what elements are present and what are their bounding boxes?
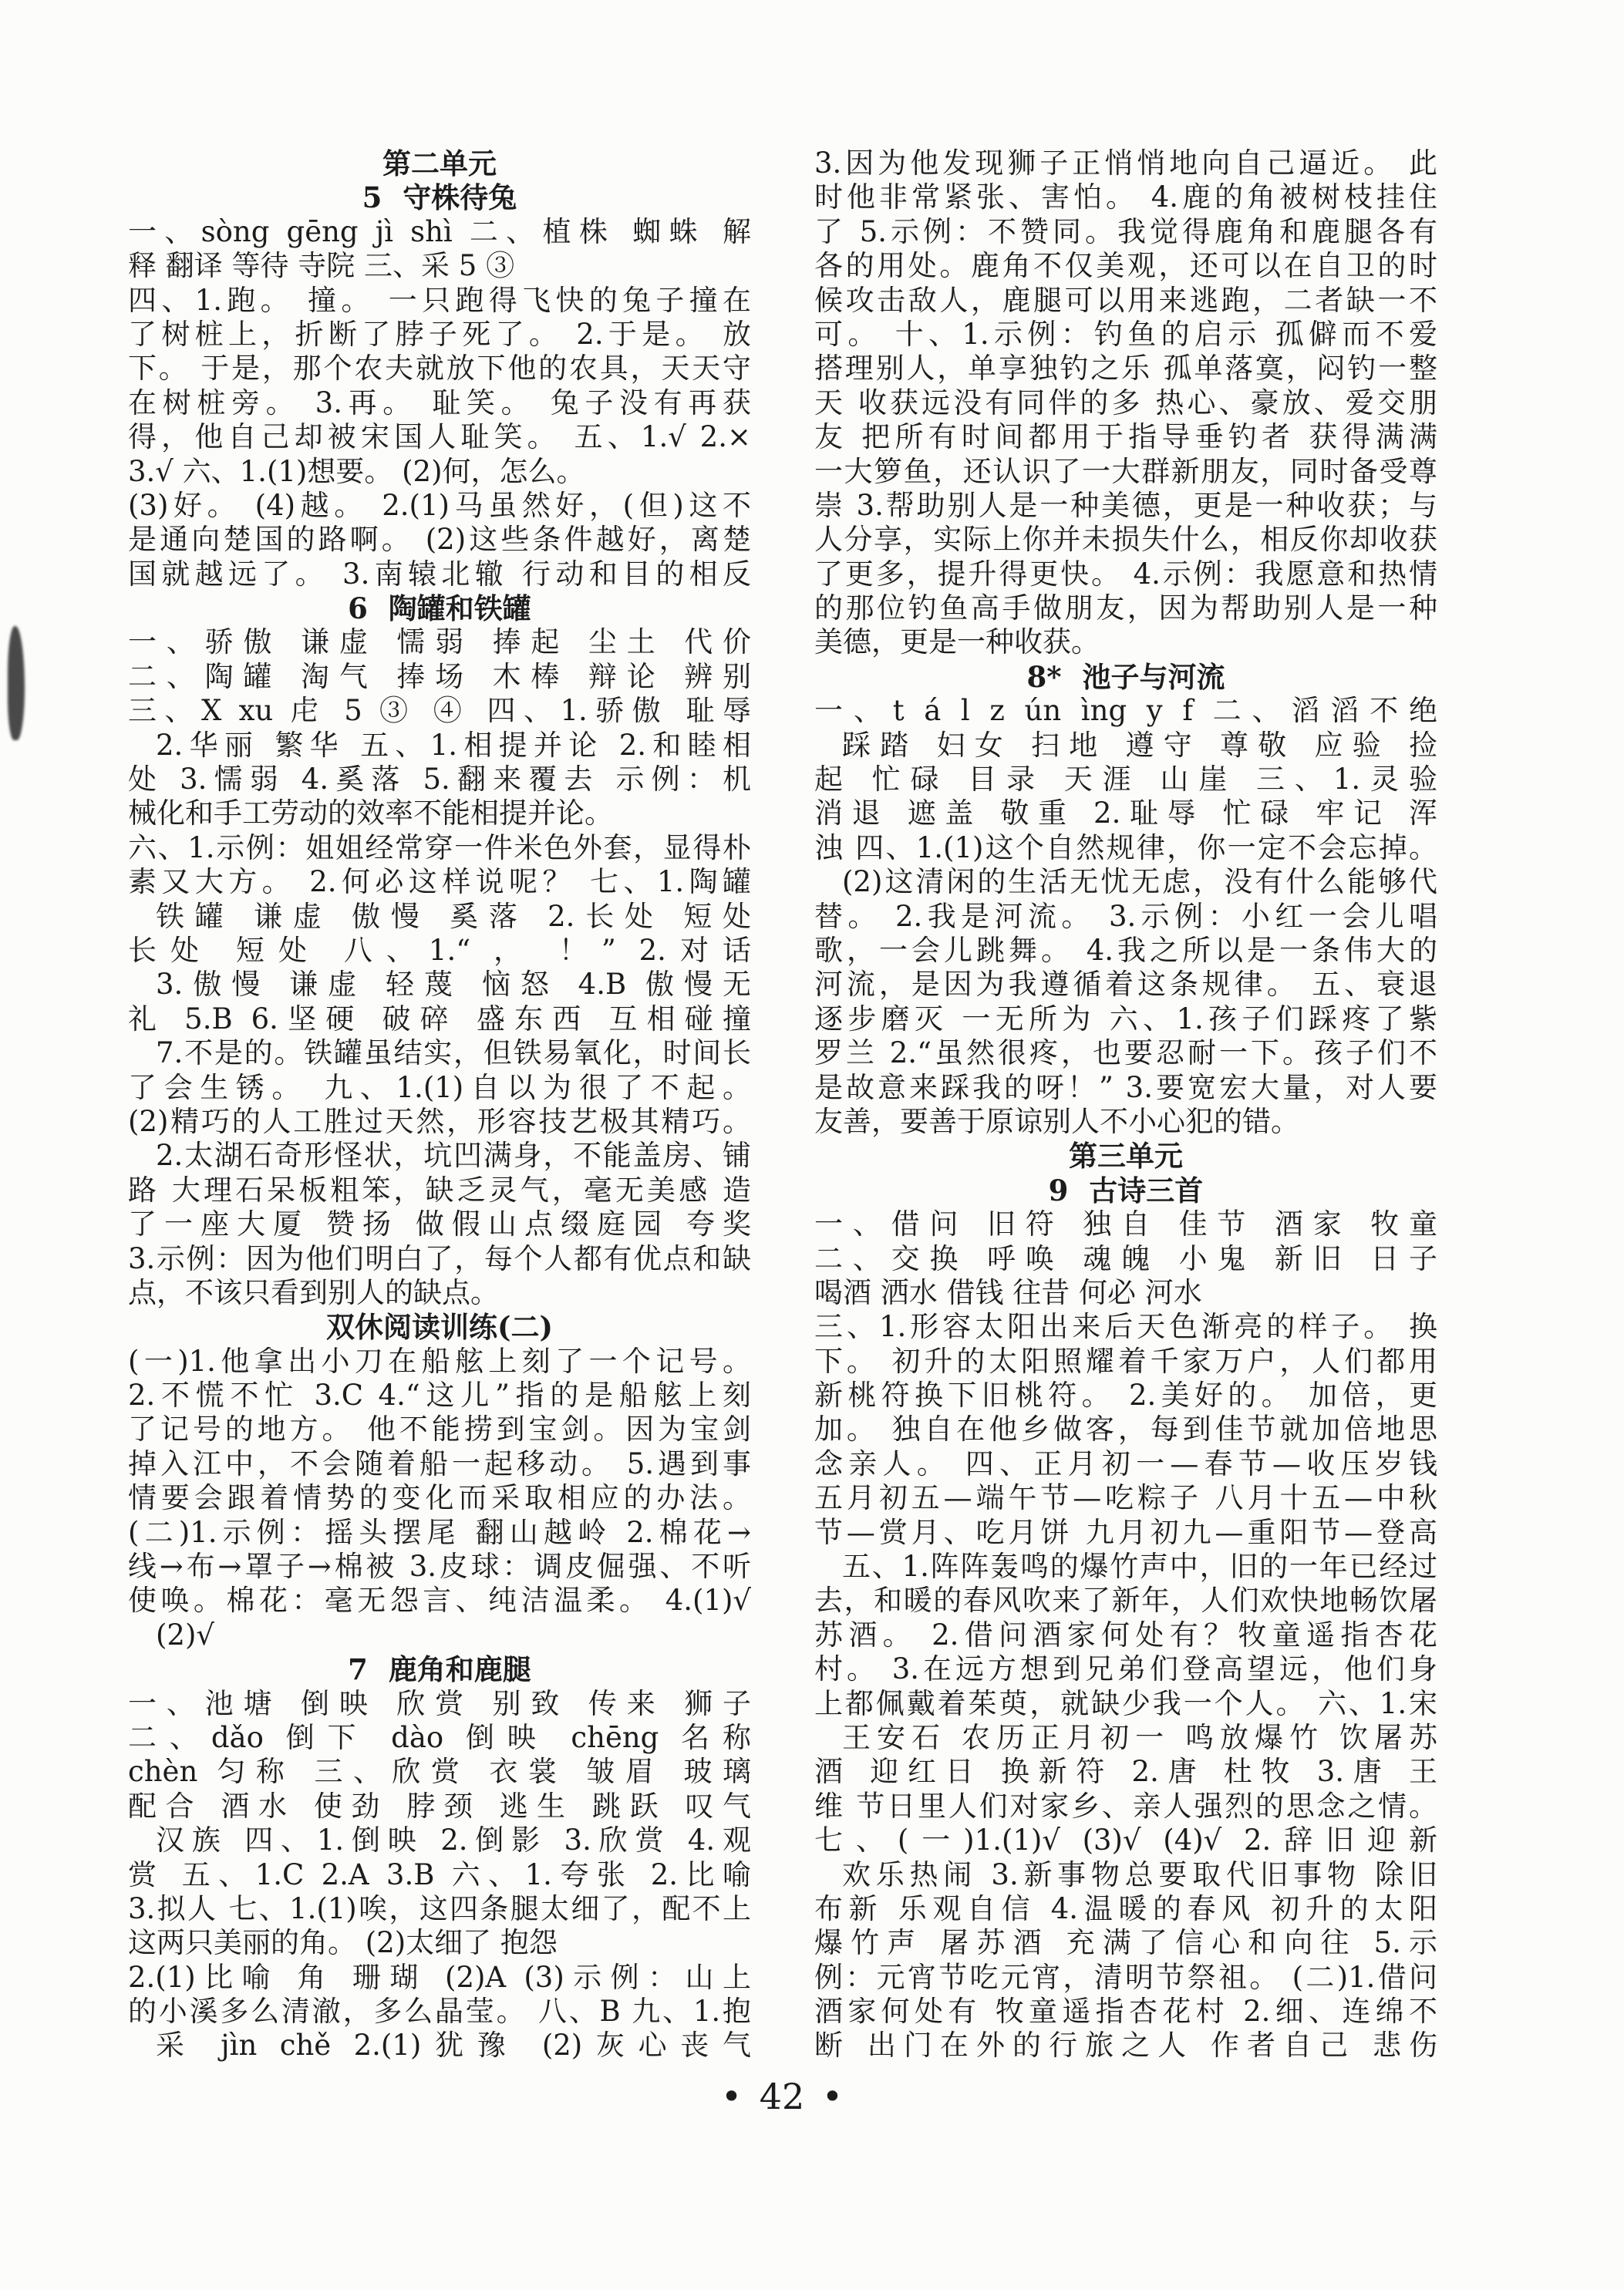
answer-line: 罗兰 2.“虽然很疼，也要忍耐一下。孩子们不 [814,1036,1437,1070]
answer-line: 一、sòng gēng jì shì 二、植株 蜘蛛 解 [128,214,751,248]
answer-line: 了一座大厦 赞扬 做假山点缀庭园 夸奖 [128,1207,751,1241]
answer-line: 欢乐热闹 3.新事物总要取代旧事物 除旧 [842,1857,1437,1891]
answer-line: 替。 2.我是河流。 3.示例：小红一会儿唱 [814,899,1437,933]
answer-line: 汉族 四、1.倒映 2.倒影 3.欣赏 4.观 [156,1824,751,1857]
lesson-heading: 6 陶罐和铁罐 [348,591,531,626]
lesson-heading: 8* 池子与河流 [1026,659,1225,694]
answer-line: 2.(1)比喻 角 珊瑚 (2)A (3)示例：山上 [128,1960,751,1994]
answer-line: 搭理别人，单享独钓之乐 孤单落寞，闷钓一整 [814,352,1437,386]
answer-line: 释 翻译 等待 寺院 三、采 5 ③ [128,249,515,283]
answer-line: 消退 遮盖 敬重 2.耻辱 忙碌 牢记 浑 [814,796,1437,830]
answer-line: 二、dǎo 倒下 dào 倒映 chēng 名称 [128,1720,751,1754]
answer-line: 起 忙碌 目录 天涯 山崖 三、1.灵验 [814,763,1437,796]
answer-line: 浊 四、1.(1)这个自然规律，你一定不会忘掉。 [814,830,1437,864]
answer-line: 歌，一会儿跳舞。 4.我之所以是一条伟大的 [814,933,1437,967]
answer-line: 新桃符换下旧桃符。 2.美好的。 加倍，更 [814,1379,1437,1413]
answer-line: 了会生锈。 九、1.(1)自以为很了不起。 [128,1070,751,1104]
answer-line: (一)1.他拿出小刀在船舷上刻了一个记号。 [128,1344,751,1378]
answer-line: 友 把所有时间都用于指导垂钓者 获得满满 [814,420,1437,454]
answer-line: 是故意来踩我的呀！” 3.要宽宏大量，对人要 [814,1070,1437,1104]
answer-line: 一、池塘 倒映 欣赏 别致 传来 狮子 [128,1686,751,1720]
unit-heading: 第二单元 [382,146,497,180]
answer-line: 下。 于是，那个农夫就放下他的农具，天天守 [128,352,751,386]
answer-line: (2)√ [156,1618,214,1652]
answer-line: (2)精巧的人工胜过天然，形容技艺极其精巧。 [128,1104,751,1138]
lesson-heading: 5 守株待兔 [362,180,517,215]
answer-line: 3.因为他发现狮子正悄悄地向自己逼近。 此 [814,146,1437,180]
answer-line: 维 节日里人们对家乡、亲人强烈的思念之情。 [814,1789,1437,1823]
answer-line: 得，他自己却被宋国人耻笑。 五、1.√ 2.× [128,420,751,454]
answer-line: 一、借问 旧符 独自 佳节 酒家 牧童 [814,1207,1437,1241]
answer-line: 酒 迎红日 换新符 2.唐 杜牧 3.唐 王 [814,1755,1437,1789]
answer-line: (3)好。 (4)越。 2.(1)马虽然好，(但)这不 [128,488,751,522]
answer-line: 在树桩旁。 3.再。 耻笑。 兔子没有再获 [128,386,751,419]
answer-line: 7.不是的。铁罐虽结实，但铁易氧化，时间长 [156,1036,751,1070]
answer-line: 配合 酒水 使劲 脖颈 逃生 跳跃 叹气 [128,1789,751,1823]
answer-line: 各的用处。鹿角不仅美观，还可以在自卫的时 [814,249,1437,283]
answer-line: 采 jìn chě 2.(1)犹豫 (2)灰心丧气 [156,2029,751,2063]
answer-line: 一、骄傲 谦虚 懦弱 捧起 尘土 代价 [128,625,751,659]
answer-line: 的那位钓鱼高手做朋友，因为帮助别人是一种 [814,591,1437,625]
answer-line: 二、陶罐 淘气 捧场 木棒 辩论 辨别 [128,659,751,693]
answer-line: 四、1.跑。 撞。 一只跑得飞快的兔子撞在 [128,283,751,317]
answer-line: 爆竹声 屠苏酒 充满了信心和向往 5.示 [814,1926,1437,1960]
answer-line: 下。 初升的太阳照耀着千家万户，人们都用 [814,1344,1437,1378]
answer-line: 七、(一)1.(1)√ (3)√ (4)√ 2.辞旧迎新 [814,1824,1437,1857]
answer-line: 崇 3.帮助别人是一种美德，更是一种收获；与 [814,488,1437,522]
answer-line: 了 5.示例：不赞同。我觉得鹿角和鹿腿各有 [814,214,1437,248]
answer-line: 二、交换 呼唤 魂魄 小鬼 新旧 日子 [814,1241,1437,1275]
answer-line: 2.太湖石奇形怪状，坑凹满身，不能盖房、铺 [156,1139,751,1173]
answer-line: 酒家何处有 牧童遥指杏花村 2.细、连绵不 [814,1995,1437,2029]
answer-line: 长处 短处 八、1.“ ， ！” 2.对话 [128,933,751,967]
page-number: • 42 • [720,2076,844,2117]
answer-line: 布新 乐观自信 4.温暖的春风 初升的太阳 [814,1891,1437,1925]
answer-line: (2)这清闲的生活无忧无虑，没有什么能够代 [842,865,1437,899]
answer-line: 三、X xu 虍 5 ③ ④ 四、1.骄傲 耻辱 [128,694,751,728]
answer-line: 3.拟人 七、1.(1)唉，这四条腿太细了，配不上 [128,1891,751,1925]
answer-line: 2.华丽 繁华 五、1.相提并论 2.和睦相 [156,728,751,762]
answer-line: 友善，要善于原谅别人不小心犯的错。 [814,1104,1299,1138]
answer-line: 去，和暖的春风吹来了新年，人们欢快地畅饮屠 [814,1584,1437,1618]
answer-line: 王安石 农历正月初一 鸣放爆竹 饮屠苏 [842,1720,1437,1754]
answer-line: 时他非常紧张、害怕。 4.鹿的角被树枝挂住 [814,180,1437,214]
answer-line: 念亲人。 四、正月初一—春节—收压岁钱 [814,1446,1437,1480]
answer-line: 点，不该只看到别人的缺点。 [128,1275,499,1309]
answer-line: 掉入江中，不会随着船一起移动。 5.遇到事 [128,1446,751,1480]
answer-line: 加。 独自在他乡做客，每到佳节就加倍地思 [814,1413,1437,1446]
answer-line: (二)1.示例：摇头摆尾 翻山越岭 2.棉花→ [128,1515,751,1549]
answer-line: 3.傲慢 谦虚 轻蔑 恼怒 4.B 傲慢无 [156,968,751,1002]
answer-line: 使唤。棉花：毫无怨言、纯洁温柔。 4.(1)√ [128,1584,751,1618]
answer-line: 节—赏月、吃月饼 九月初九—重阳节—登高 [814,1515,1437,1549]
answer-line: 国就越远了。 3.南辕北辙 行动和目的相反 [128,557,751,591]
answer-line: 踩踏 妇女 扫地 遵守 尊敬 应验 捡 [842,728,1437,762]
answer-line: 礼 5.B 6.坚硬 破碎 盛东西 互相碰撞 [128,1002,751,1036]
answer-line: 五月初五—端午节—吃粽子 八月十五—中秋 [814,1481,1437,1515]
lesson-heading: 7 鹿角和鹿腿 [348,1652,531,1687]
unit-heading: 第三单元 [1069,1139,1183,1174]
answer-line: 天 收获远没有同伴的多 热心、豪放、爱交朋 [814,386,1437,419]
answer-line: 逐步磨灭 一无所为 六、1.孩子们踩疼了紫 [814,1002,1437,1036]
answer-line: 苏酒。 2.借问酒家何处有？牧童遥指杏花 [814,1618,1437,1652]
section-heading: 双休阅读训练(二) [325,1310,553,1345]
answer-line: 处 3.懦弱 4.奚落 5.翻来覆去 示例：机 [128,763,751,796]
answer-line: 了更多，提升得更快。 4.示例：我愿意和热情 [814,557,1437,591]
answer-line: 喝酒 洒水 借钱 往昔 何必 河水 [814,1275,1202,1309]
answer-line: 赏 五、1.C 2.A 3.B 六、1.夸张 2.比喻 [128,1857,751,1891]
answer-line: 线→布→罩子→棉被 3.皮球：调皮倔强、不听 [128,1550,751,1584]
answer-line: 村。 3.在远方想到兄弟们登高望远，他们身 [814,1652,1437,1686]
answer-line: 2.不慌不忙 3.C 4.“这儿”指的是船舷上刻 [128,1379,751,1413]
left-column [128,146,751,2063]
answer-line: 的小溪多么清澈，多么晶莹。 八、B 九、1.抱 [128,1995,751,2029]
answer-line: 三、1.形容太阳出来后天色渐亮的样子。 换 [814,1310,1437,1344]
answer-line: chèn 匀称 三、欣赏 衣裳 皱眉 玻璃 [128,1755,751,1789]
answer-line: 3.√ 六、1.(1)想要。 (2)何，怎么。 [128,454,585,488]
answer-line: 河流，是因为我遵循着这条规律。 五、衰退 [814,968,1437,1002]
answer-line: 候攻击敌人，鹿腿可以用来逃跑，二者缺一不 [814,283,1437,317]
scan-smudge [8,626,25,740]
answer-line: 情要会跟着情势的变化而采取相应的办法。 [128,1481,751,1515]
answer-line: 素又大方。 2.何必这样说呢？ 七、1.陶罐 [128,865,751,899]
answer-line: 例：元宵节吃元宵，清明节祭祖。 (二)1.借问 [814,1960,1437,1994]
answer-line: 上都佩戴着茱萸，就缺少我一个人。 六、1.宋 [814,1686,1437,1720]
answer-line: 了树桩上，折断了脖子死了。 2.于是。 放 [128,317,751,351]
answer-line: 是通向楚国的路啊。 (2)这些条件越好，离楚 [128,523,751,557]
answer-line: 路 大理石呆板粗笨，缺乏灵气，毫无美感 造 [128,1173,751,1207]
answer-line: 了记号的地方。 他不能捞到宝剑。因为宝剑 [128,1413,751,1446]
right-column [814,146,1437,2063]
answer-line: 五、1.阵阵轰鸣的爆竹声中，旧的一年已经过 [842,1550,1437,1584]
answer-line: 这两只美丽的角。 (2)太细了 抱怨 [128,1926,558,1960]
answer-line: 一大箩鱼，还认识了一大群新朋友，同时备受尊 [814,454,1437,488]
answer-line: 断 出门在外的行旅之人 作者自己 悲伤 [814,2029,1437,2063]
answer-line: 美德，更是一种收获。 [814,625,1100,659]
answer-line: 人分享，实际上你并未损失什么，相反你却收获 [814,523,1437,557]
answer-line: 械化和手工劳动的效率不能相提并论。 [128,796,613,830]
answer-line: 一、t á l z ún ìng y f 二、滔滔不绝 [814,694,1437,728]
answer-line: 六、1.示例：姐姐经常穿一件米色外套，显得朴 [128,830,751,864]
answer-line: 铁罐 谦虚 傲慢 奚落 2.长处 短处 [156,899,751,933]
answer-line: 可。 十、1.示例：钓鱼的启示 孤僻而不爱 [814,317,1437,351]
answer-line: 3.示例：因为他们明白了，每个人都有优点和缺 [128,1241,751,1275]
lesson-heading: 9 古诗三首 [1048,1173,1204,1207]
